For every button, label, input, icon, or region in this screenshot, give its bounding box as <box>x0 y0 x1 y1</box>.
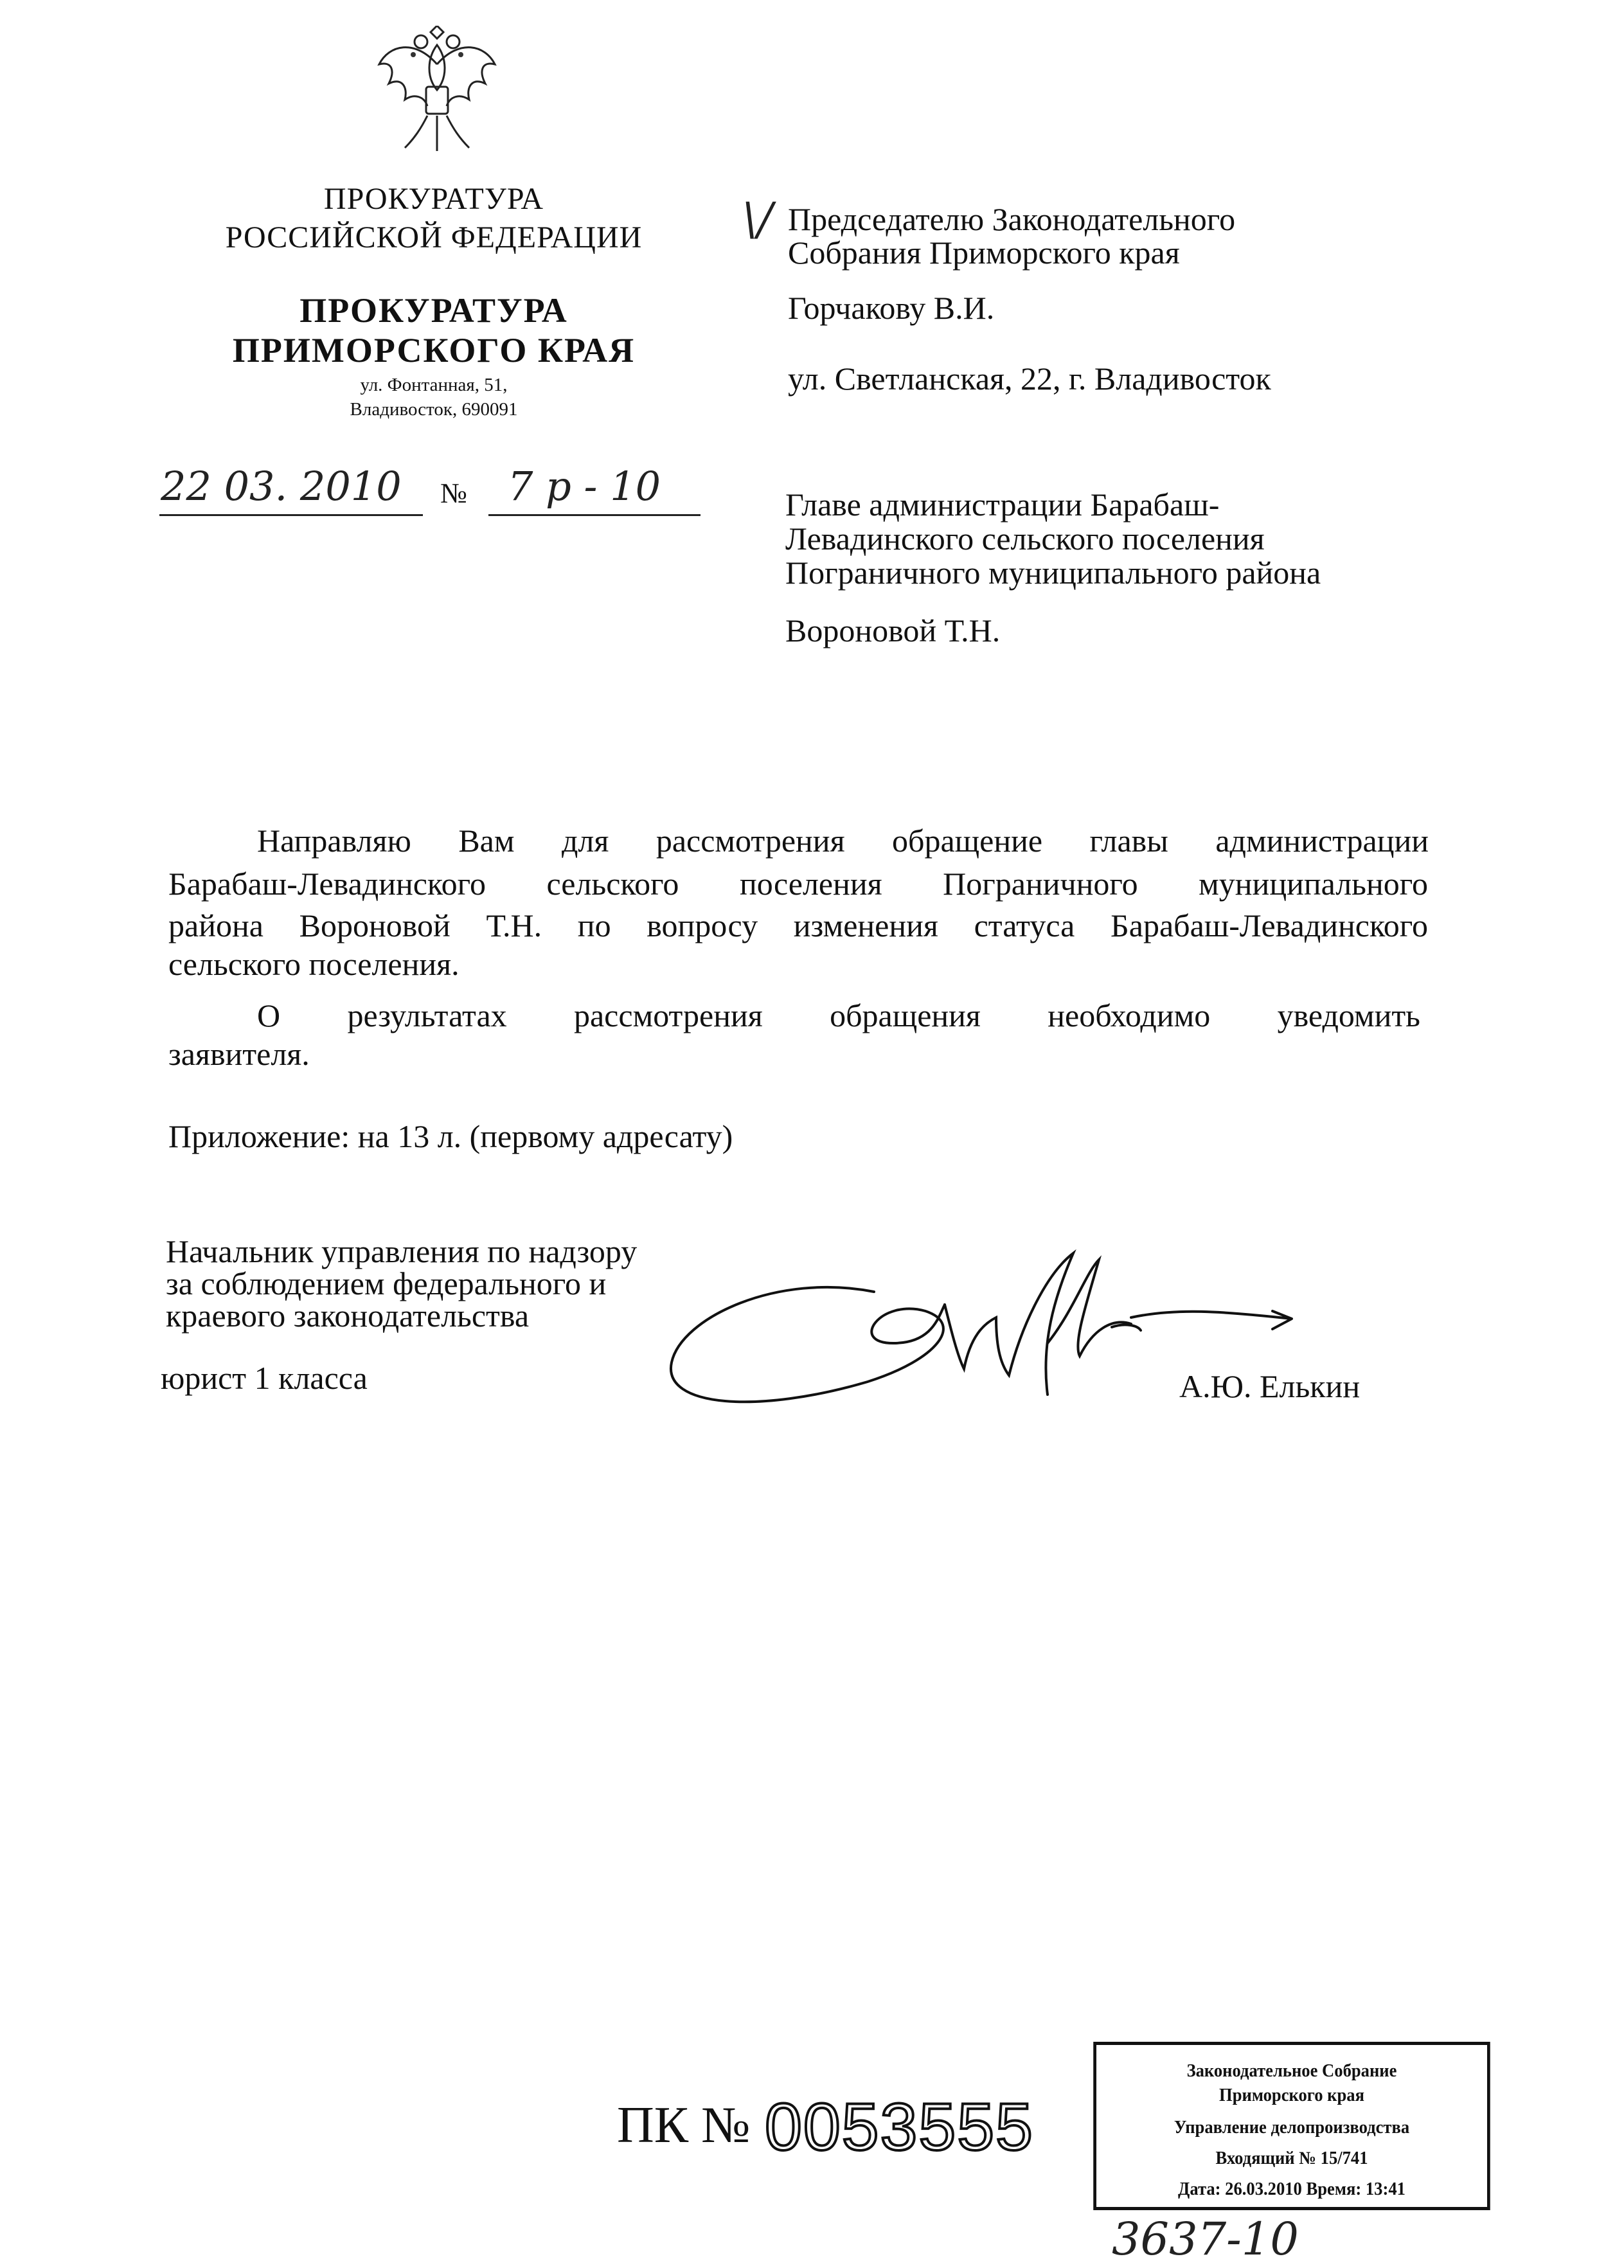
recipient2-title-line1: Главе администрации Барабаш- <box>785 487 1220 522</box>
pk-number: 0053555 <box>765 2090 1034 2165</box>
stamp-line1: Законодательное Собрание <box>1186 2061 1397 2081</box>
signatory-name: А.Ю. Елькин <box>1179 1368 1361 1404</box>
stamp-line5: Дата: 26.03.2010 Время: 13:41 <box>1178 2179 1405 2199</box>
stamp-line2: Приморского края <box>1219 2085 1364 2105</box>
number-underline <box>488 514 700 516</box>
recipient1-title-line1: Председателю Законодательного <box>788 201 1236 237</box>
date-underline <box>159 514 423 516</box>
number-sign: № <box>440 478 467 509</box>
stamp-line4: Входящий № 15/741 <box>1215 2148 1368 2168</box>
recipient2-name: Вороновой Т.Н. <box>785 612 1001 648</box>
handwritten-outgoing-number: 7 р - 10 <box>508 463 661 510</box>
org-name-line2: РОССИЙСКОЙ ФЕДЕРАЦИИ <box>225 220 643 254</box>
recipient2-title-line2: Левадинского сельского поселения <box>785 521 1265 557</box>
body-p1-line3: района Вороновой Т.Н. по вопросу изменения статуса Барабаш-Левадинского <box>168 907 1428 943</box>
recipient1-title-line2: Собрания Приморского края <box>788 235 1180 271</box>
recipient1-name: Горчакову В.И. <box>788 290 995 326</box>
attachment-note: Приложение: на 13 л. (первому адресату) <box>168 1118 733 1154</box>
dept-name-line2: ПРИМОРСКОГО КРАЯ <box>232 331 636 370</box>
signatory-rank: юрист 1 класса <box>161 1360 368 1396</box>
org-name-line1: ПРОКУРАТУРА <box>323 182 544 216</box>
recipient1-address: ул. Светланская, 22, г. Владивосток <box>788 361 1271 397</box>
pk-label: ПК № <box>617 2097 751 2154</box>
recipient2-title-line3: Пограничного муниципального района <box>785 555 1321 591</box>
handwritten-registration-number: 3637-10 <box>1112 2213 1299 2265</box>
handwritten-date: 22 03. 2010 <box>161 463 402 510</box>
body-p2-line2: заявителя. <box>168 1036 310 1072</box>
registration-stamp <box>1093 2042 1490 2210</box>
sender-address-line1: ул. Фонтанная, 51, <box>360 375 508 395</box>
signatory-position-line2: за соблюдением федерального и <box>166 1265 607 1301</box>
body-p1-line1: Направляю Вам для рассмотрения обращение главы администрации <box>257 823 1429 859</box>
check-mark: \/ <box>742 193 773 246</box>
body-p1-line2: Барабаш-Левадинского сельского поселения Пограничного муниципального <box>168 866 1428 902</box>
signatory-position-line1: Начальник управления по надзору <box>166 1233 638 1269</box>
stamp-line3: Управление делопроизводства <box>1173 2118 1410 2138</box>
handwritten-signature <box>662 1247 1305 1420</box>
body-p2-line1: О результатах рассмотрения обращения необходимо уведомить <box>257 997 1420 1033</box>
signatory-position-line3: краевого законодательства <box>166 1298 530 1334</box>
body-p1-line4: сельского поселения. <box>168 946 460 982</box>
sender-address-line2: Владивосток, 690091 <box>350 399 518 420</box>
russian-emblem-icon <box>376 26 498 157</box>
dept-name-line1: ПРОКУРАТУРА <box>299 291 568 330</box>
